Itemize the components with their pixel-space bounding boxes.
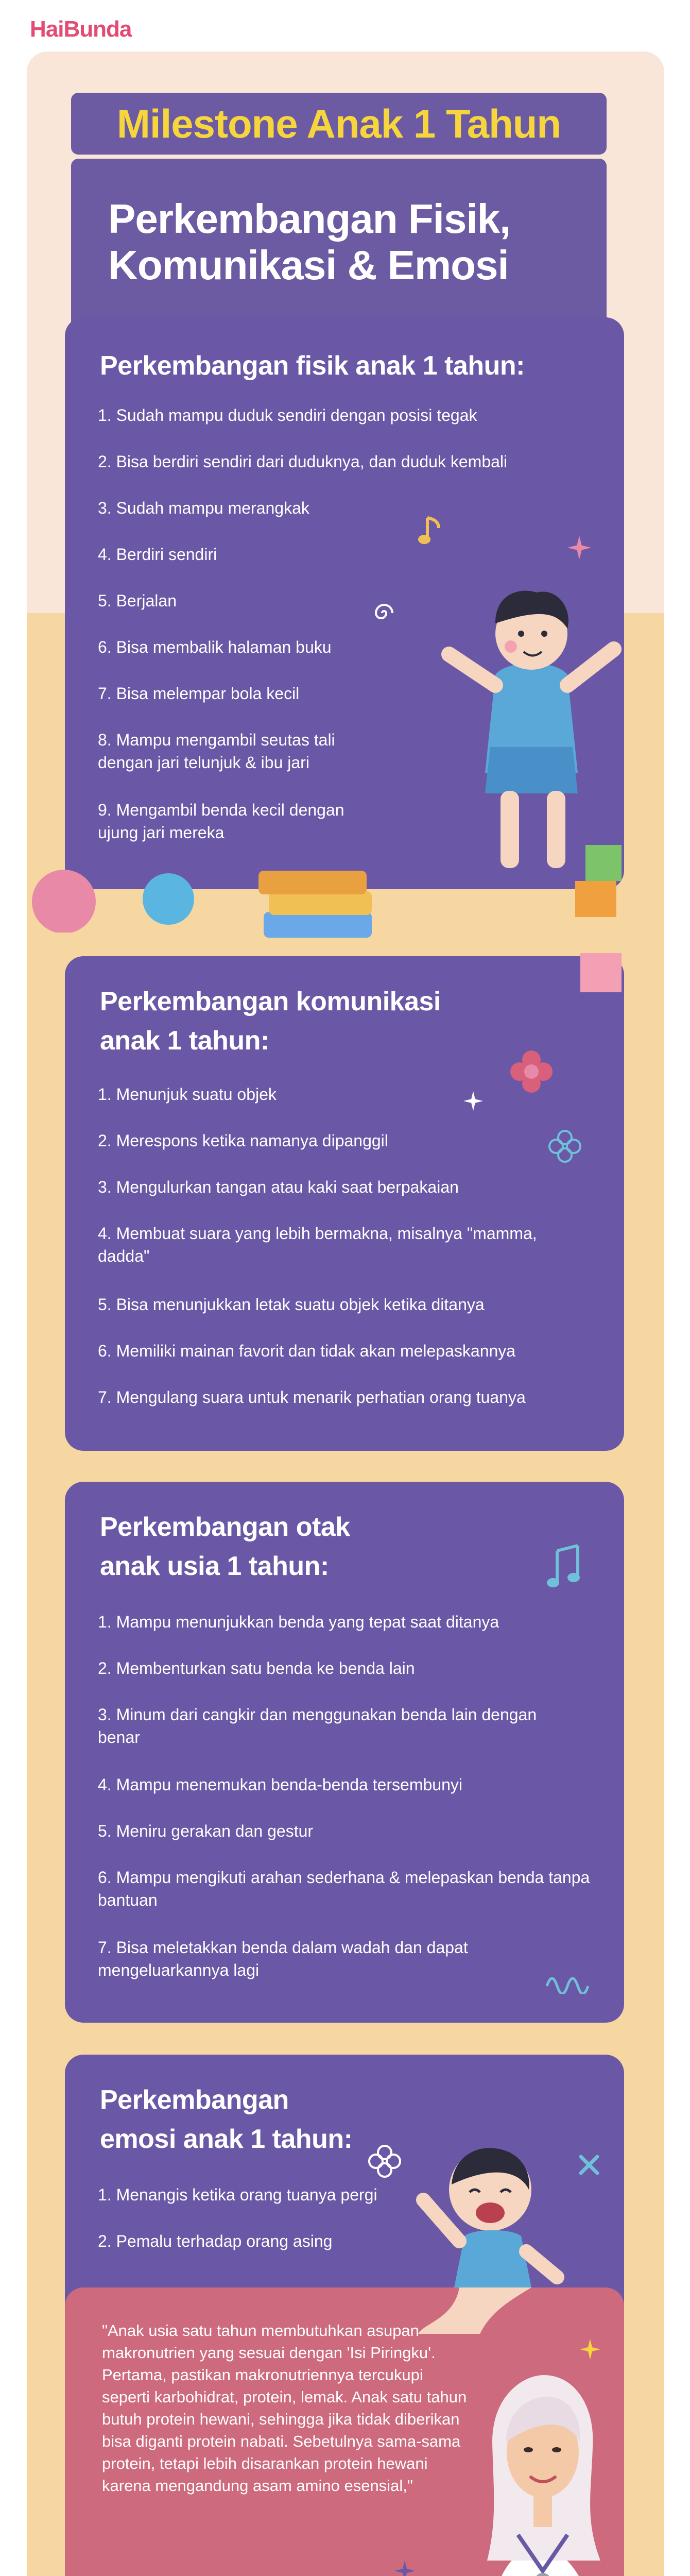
brain-heading-line-2: anak usia 1 tahun: [100,1551,329,1581]
communication-heading-line-1: Perkembangan komunikasi [100,987,441,1016]
quote-text: "Anak usia satu tahun membutuhkan asupan makronutrien yang sesuai dengan 'Isi Piringku'. Pertama, pastikan makronutriennya tercukupi seperti karbohidrat, protein, lemak. Anak satu tahun butuh protein hewani, sehingga jika tidak diberikan bisa diganti protein nabati. Sebetulnya sama-sama protein, tetapi lebih disarankan protein hewani karena mengandung asam amino esensial," [102,2321,467,2495]
squiggle-icon [542,1968,593,1994]
brain-development-card [65,1482,624,2023]
list-item: 2. Merespons ketika namanya dipanggil [98,1131,388,1150]
swirl-icon [369,598,400,629]
list-item: 1. Menunjuk suatu objek [98,1085,277,1104]
communication-development-card [65,956,624,1451]
list-item: 8. Mampu mengambil seutas tali dengan jari telunjuk & ibu jari [98,731,335,772]
blue-ball-icon [140,871,197,927]
list-item: 3. Minum dari cangkir dan menggunakan benda lain dengan benar [98,1705,537,1747]
list-item: 2. Pemalu terhadap orang asing [98,2232,333,2250]
flower-icon [508,1048,555,1095]
haibunda-logo[interactable]: HaiBunda [30,16,132,42]
sparkle-icon [463,1091,483,1111]
list-item: 5. Bisa menunjukkan letak suatu objek ketika ditanya [98,1295,485,1314]
emotion-heading-line-2: emosi anak 1 tahun: [100,2124,353,2154]
communication-heading-line-2: anak 1 tahun: [100,1026,269,1056]
list-item: 5. Meniru gerakan dan gestur [98,1822,314,1840]
list-item: 7. Bisa meletakkan benda dalam wadah dan dapat mengeluarkannya lagi [98,1938,468,1979]
books-icon [253,855,382,958]
list-item: 7. Mengulang suara untuk menarik perhatian orang tuanya [98,1388,526,1406]
list-item: 1. Sudah mampu duduk sendiri dengan posisi tegak [98,406,477,425]
list-item: 4. Berdiri sendiri [98,545,217,564]
list-item: 1. Mampu menunjukkan benda yang tepat saat ditanya [98,1613,499,1631]
infographic-frame [27,52,664,2576]
list-item: 4. Membuat suara yang lebih bermakna, misalnya "mamma, dadda" [98,1224,537,1265]
brain-heading-line-1: Perkembangan otak [100,1512,350,1542]
list-item: 6. Memiliki mainan favorit dan tidak akan melepaskannya [98,1342,516,1360]
list-item: 4. Mampu menemukan benda-benda tersembunyi [98,1775,462,1794]
pink-ball-icon [27,866,119,933]
title-line-1: Milestone Anak 1 Tahun [116,100,561,146]
subtitle-banner [71,159,607,334]
title-banner [71,93,607,155]
list-item: 1. Menangis ketika orang tuanya pergi [98,2185,377,2204]
list-item: 2. Membenturkan satu benda ke benda lain [98,1659,415,1677]
x-mark-icon [578,2154,600,2176]
list-item: 6. Bisa membalik halaman buku [98,638,332,656]
sparkle-icon [567,536,591,560]
outline-flower-icon [547,1128,583,1164]
list-item: 3. Sudah mampu merangkak [98,499,309,517]
list-item: 9. Mengambil benda kecil dengan ujung jari mereka [98,801,344,842]
sparkle-icon [580,2339,600,2360]
list-item: 2. Bisa berdiri sendiri dari duduknya, dan duduk kembali [98,452,508,471]
list-item: 6. Mampu mengikuti arahan sederhana & melepaskan benda tanpa bantuan [98,1868,590,1909]
list-item: 5. Berjalan [98,591,177,610]
double-music-note-icon [547,1540,588,1592]
subtitle-line-1: Perkembangan Fisik, [108,196,511,242]
list-item: 3. Mengulurkan tangan atau kaki saat berpakaian [98,1178,459,1196]
physical-heading: Perkembangan fisik anak 1 tahun: [100,351,525,381]
crying-baby-illustration [403,2133,578,2349]
doctor-illustration [456,2365,621,2576]
sparkle-icon [394,2561,415,2576]
subtitle-line-2: Komunikasi & Emosi [108,242,509,288]
list-item: 7. Bisa melempar bola kecil [98,684,300,703]
flower-outline-icon [367,2143,403,2179]
number-blocks-icon [575,840,637,994]
emotion-heading-line-1: Perkembangan [100,2085,289,2115]
music-note-icon [418,513,444,549]
